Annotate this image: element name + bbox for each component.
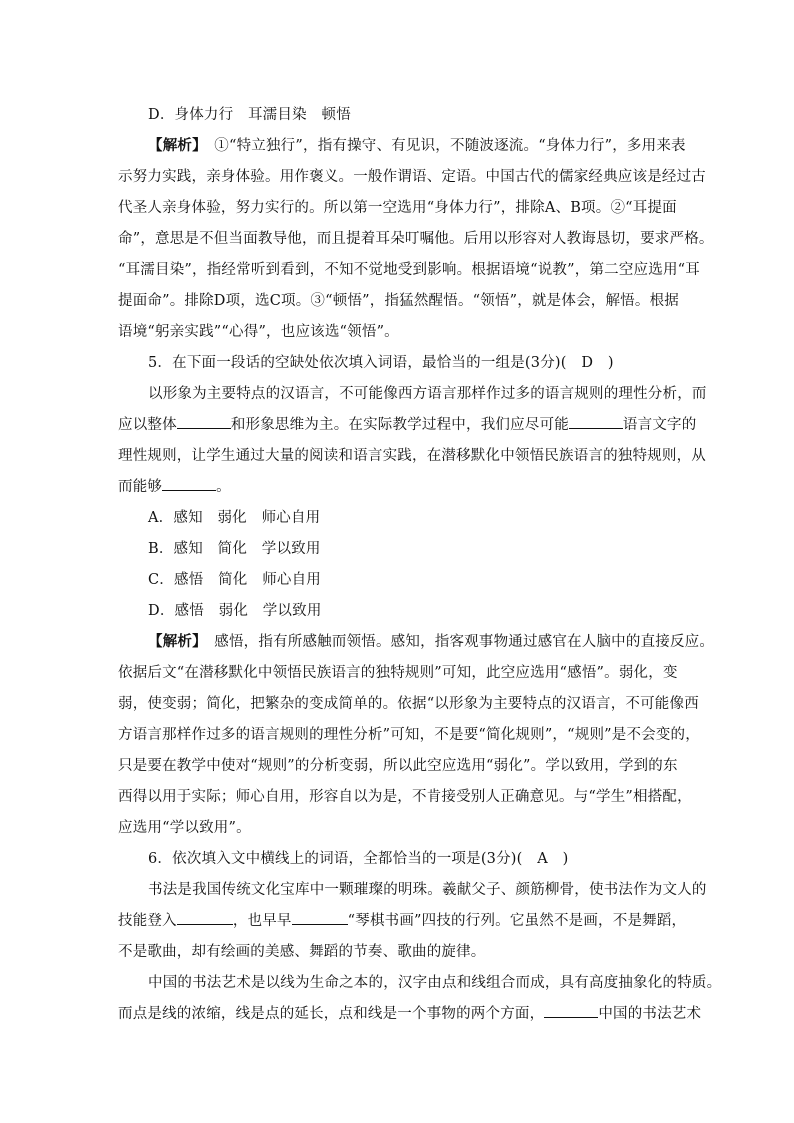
q6-p1-line-1: 书法是我国传统文化宝库中一颗璀璨的明珠。羲献父子、颜筋柳骨，使书法作为文人的 [148,882,707,898]
q6-p1-line-3: 不是歌曲，却有绘画的美感、舞蹈的节奏、歌曲的旋律。 [118,944,486,960]
q4-analysis-line-2: 示努力实践，亲身体验。用作褒义。一般作谓语、定语。中国古代的儒家经典应该是经过古 [118,169,706,185]
q6-p2-line-1: 中国的书法艺术是以线为生命之本的，汉字由点和线组合而成，具有高度抽象化的特质。 [148,975,722,991]
analysis-label: 【解析】 [148,138,200,154]
q5-option-a: A．感知 弱化 师心自用 [148,510,321,526]
fill-blank [177,414,231,429]
q4-analysis-line-1: 【解析】 ①“特立独行”，指有操守、有见识，不随波逐流。“身体力行”，多用来表 [148,138,686,154]
q5-passage-line-1: 以形象为主要特点的汉语言，不可能像西方语言那样作过多的语言规则的理性分析，而 [148,386,707,402]
q5-passage-line-3: 理性规则，让学生通过大量的阅读和语言实践，在潜移默化中领悟民族语言的独特规则，从 [118,448,706,464]
q5-analysis-line-3: 弱，使变弱；简化，把繁杂的变成简单的。依据“以形象为主要特点的汉语言，不可能像西 [118,696,699,712]
q4-analysis-line-6: 提面命”。排除D项，选C项。③“顿悟”，指猛然醒悟。“领悟”，就是体会，解悟。根据 [118,293,679,309]
q6-stem: 6．依次填入文中横线上的词语，全都恰当的一项是(3分)( A ) [148,851,569,867]
document-page [118,100,722,1030]
fill-blank [292,910,348,925]
q5-passage-line-2: 应以整体 和形象思维为主。在实际教学过程中，我们应尽可能 语言文字的 [118,410,678,441]
q4-option-d: D．身体力行 耳濡目染 顿悟 [148,107,351,123]
q5-analysis-line-6: 西得以用于实际；师心自用，形容自以为是，不肯接受别人正确意见。与“学生”相搭配， [118,789,692,805]
q5-option-b: B．感知 简化 学以致用 [148,541,321,557]
q4-analysis-line-4: 命”，意思是不但当面教导他，而且提着耳朵叮嘱他。后用以形容对人教诲恳切，要求严格。 [118,231,714,247]
q5-analysis-line-2: 依据后文“在潜移默化中领悟民族语言的独特规则”可知，此空应选用“感悟”。弱化，变 [118,665,678,681]
q6-p2-line-2: 而点是线的浓缩，线是点的延长，点和线是一个事物的两个方面， 中国的书法艺术 [118,999,678,1030]
q6-p1-line-2: 技能登入 ，也早早 “琴棋书画”四技的行列。它虽然不是画，不是舞蹈， [118,906,678,937]
q4-analysis-line-7: 语境“躬亲实践”“心得”，也应该选“领悟”。 [118,324,399,340]
fill-blank [177,910,233,925]
q5-analysis-line-7: 应选用“学以致用”。 [118,820,251,836]
q5-analysis-line-5: 只是要在教学中使对“规则”的分析变弱，所以此空应选用“弱化”。学以致用，学到的东 [118,758,678,774]
q5-option-d: D．感悟 弱化 学以致用 [148,603,322,619]
q5-analysis-line-4: 方语言那样作过多的语言规则的理性分析”可知，不是要“简化规则”，“规则”是不会变的， [118,727,700,743]
q4-analysis-line-5: “耳濡目染”，指经常听到看到，不知不觉地受到影响。根据语境“说教”，第二空应选用“耳 [118,262,700,278]
q5-passage-line-4: 而能够 。 [118,472,678,503]
q4-analysis-line-3: 代圣人亲身体验，努力实行的。所以第一空选用“身体力行”，排除A、B项。②“耳提面 [118,200,677,216]
fill-blank [162,476,216,491]
fill-blank [569,414,623,429]
q5-analysis-line-1: 【解析】 感悟，指有所感触而领悟。感知，指客观事物通过感官在人脑中的直接反应。 [148,634,715,650]
q5-option-c: C．感悟 简化 师心自用 [148,572,321,588]
q5-stem: 5．在下面一段话的空缺处依次填入词语，最恰当的一组是(3分)( D ) [148,355,614,371]
analysis-label: 【解析】 [148,634,200,650]
fill-blank [544,1003,598,1018]
